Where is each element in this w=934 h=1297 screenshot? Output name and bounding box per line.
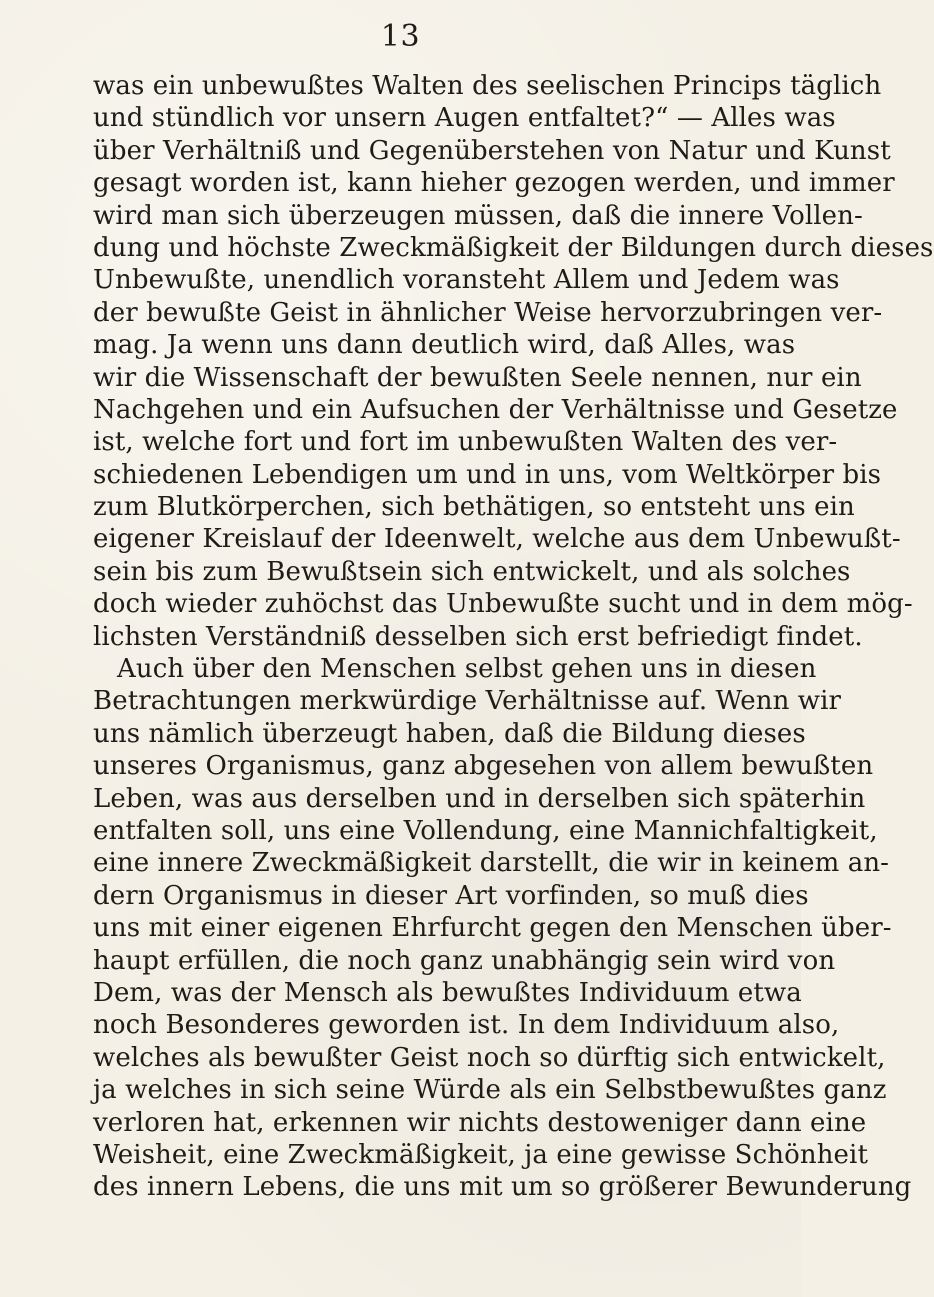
text-line: wird man sich überzeugen müssen, daß die innere Vollen- — [93, 200, 863, 231]
text-line: Dem, was der Mensch als bewußtes Individuum etwa — [93, 977, 802, 1008]
text-line: ja welches in sich seine Würde als ein Selbstbewußtes ganz — [93, 1075, 887, 1106]
page-number: 13 — [380, 19, 421, 54]
text-line: Weisheit, eine Zweckmäßigkeit, ja eine gewisse Schönheit — [93, 1139, 868, 1170]
text-line: dern Organismus in dieser Art vorfinden, so muß dies — [93, 880, 809, 911]
text-line: eigener Kreislauf der Ideenwelt, welche aus dem Unbewußt- — [93, 524, 901, 555]
text-line: noch Besonderes geworden ist. In dem Individuum also, — [93, 1010, 840, 1041]
text-line: gesagt worden ist, kann hieher gezogen werden, und immer — [93, 168, 895, 199]
text-line: haupt erfüllen, die noch ganz unabhängig sein wird von — [93, 945, 836, 976]
text-line: schiedenen Lebendigen um und in uns, vom Weltkörper bis — [93, 459, 882, 490]
text-line: verloren hat, erkennen wir nichts destoweniger dann eine — [93, 1107, 867, 1138]
text-line: Betrachtungen merkwürdige Verhältnisse auf. Wenn wir — [93, 686, 842, 717]
text-line: des innern Lebens, die uns mit um so größerer Bewunderung — [93, 1172, 912, 1203]
text-line: der bewußte Geist in ähnlicher Weise hervorzubringen ver- — [93, 297, 883, 328]
text-line: sein bis zum Bewußtsein sich entwickelt, und als solches — [93, 556, 851, 587]
text-line: lichsten Verständniß desselben sich erst befriedigt findet. — [93, 621, 863, 652]
text-line: Leben, was aus derselben und in derselben sich späterhin — [93, 783, 866, 814]
text-line: über Verhältniß und Gegenüberstehen von Natur und Kunst — [93, 135, 891, 166]
text-line: was ein unbewußtes Walten des seelischen Princips täglich — [93, 71, 882, 101]
text-line: zum Blutkörperchen, sich bethätigen, so entsteht uns ein — [93, 492, 855, 523]
text-line: uns mit einer eigenen Ehrfurcht gegen den Menschen über- — [93, 913, 892, 944]
text-line: eine innere Zweckmäßigkeit darstellt, die wir in keinem an- — [93, 848, 890, 879]
text-line: ist, welche fort und fort im unbewußten Walten des ver- — [93, 427, 838, 458]
text-line: dung und höchste Zweckmäßigkeit der Bildungen durch dieses — [93, 232, 934, 263]
text-line: Auch über den Menschen selbst gehen uns in diesen — [117, 654, 817, 685]
text-line: uns nämlich überzeugt haben, daß die Bildung dieses — [93, 718, 806, 749]
text-line: Unbewußte, unendlich voransteht Allem und Jedem was — [93, 265, 840, 296]
text-line: unseres Organismus, ganz abgesehen von allem bewußten — [93, 751, 874, 782]
text-line: entfalten soll, uns eine Vollendung, eine Mannichfaltigkeit, — [93, 815, 878, 846]
text-line: welches als bewußter Geist noch so dürftig sich entwickelt, — [93, 1042, 886, 1073]
text-line: doch wieder zuhöchst das Unbewußte sucht und in dem mög- — [93, 589, 913, 620]
text-line: wir die Wissenschaft der bewußten Seele nennen, nur ein — [93, 362, 862, 393]
text-line: und stündlich vor unsern Augen entfaltet?“ — Alles was — [93, 103, 836, 134]
text-line: mag. Ja wenn uns dann deutlich wird, daß Alles, was — [93, 330, 796, 361]
body-text — [93, 70, 934, 1204]
text-line: Nachgehen und ein Aufsuchen der Verhältnisse und Gesetze — [93, 394, 898, 425]
